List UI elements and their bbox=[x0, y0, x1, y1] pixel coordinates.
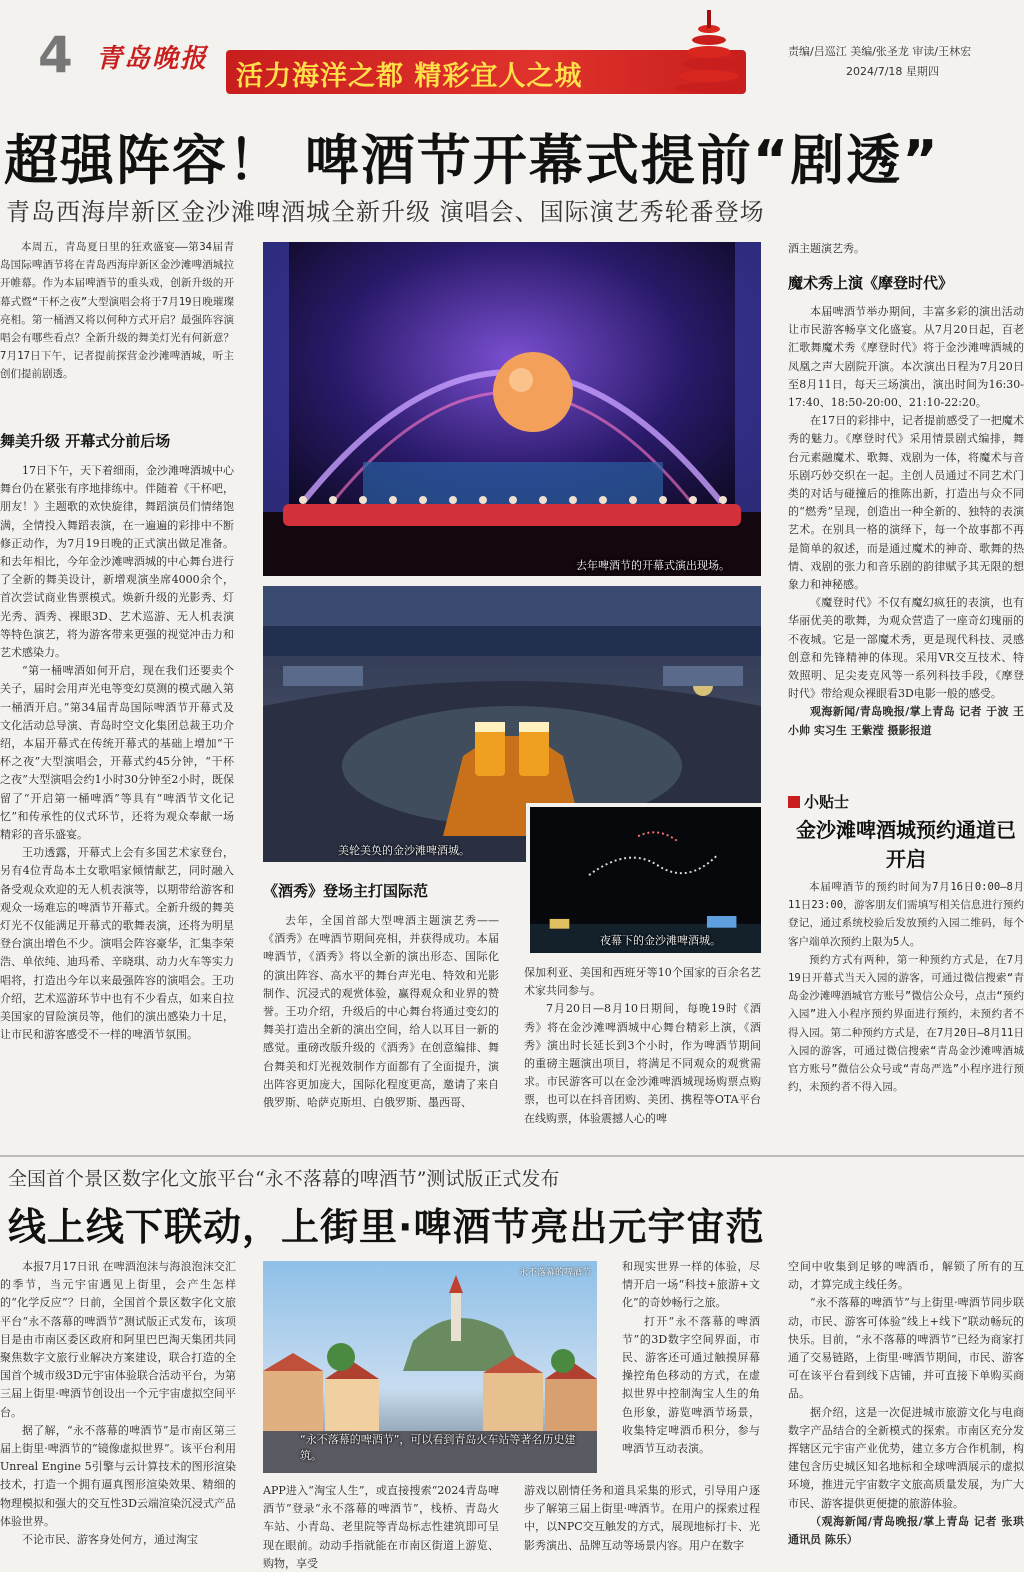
paragraph: 据介绍，这是一次促进城市旅游文化与电商数字产品结合的全新模式的探索。市南区充分发挥辖区元宇宙产业优势，建立多方合作机制，构建包含历史城区知名地标和全球啤酒展示的虚拟环境，推进元宇宙数字文旅高质量发展，为广大市民、游客提供更便捷的旅游体验。 bbox=[788, 1405, 1024, 1510]
night-drone-photo bbox=[526, 803, 761, 953]
stage-photo bbox=[263, 242, 761, 576]
paragraph: 王功透露，开幕式上会有多国艺术家登台，另有4位青岛本土女歌唱家倾情献艺，同时融入备受观众欢迎的无人机表演等，以期带给游客和观众一场难忘的啤酒节开幕式。全新升级的舞美灯光不仅能满足开幕式的歌舞表演，还将为明星登台演出增色不少。演唱会阵容豪华，汇集李荣浩、单依纯、迪玛希、辛晓琪、动力火车等实力唱将，打造出今年以来最强阵容的演唱会。王功介绍，艺术巡游环节中也有不少看点，如来自拉美国家的冒险演员等，他们的演出感染力十足，让市民和游客感受不一样的啤酒节氛围。 bbox=[0, 846, 234, 1042]
article2-col3 bbox=[622, 1258, 760, 1478]
tip-label bbox=[788, 791, 849, 812]
paragraph: 17日下午，天下着细雨，金沙滩啤酒城中心舞台仍在紧张有序地排练中。伴随着《干杯吧，朋友！》主题歌的欢快旋律，舞蹈演员们情绪饱满，全情投入舞蹈表演，在一遍遍的彩排中不断修正动作，为7月19日晚的正式演出做足准备。和去年相比，今年金沙滩啤酒城的中心舞台进行了全新的舞美设计，新增观演坐席4000余个，首次尝试商业售票模式。焕新升级的光影秀、灯光秀、酒秀、裸眼3D、艺术巡游、无人机表演等特色演艺，将为游客带来更强的视觉冲击力和艺术感染力。 bbox=[0, 464, 234, 660]
article2-col3-under bbox=[524, 1482, 760, 1572]
article2-subhead: 全国首个景区数字化文旅平台“永不落幕的啤酒节”测试版正式发布 bbox=[8, 1168, 560, 1190]
byline: （观海新闻/青岛晚报/掌上青岛 记者 张珙 通讯员 陈乐） bbox=[788, 1514, 1024, 1547]
paragraph: 《魔登时代》不仅有魔幻疯狂的表演，也有华丽优美的歌舞，为观众营造了一座奇幻瑰丽的不夜城。它是一部魔术秀，更是现代科技、灵感创意和先锋精神的体现。采用VR交互技术、特效照明、足尖麦克风等一系列科技手段，《摩登时代》带给观众裸眼看3D电影一般的感受。 bbox=[788, 596, 1024, 701]
paragraph: 打开“永不落幕的啤酒节”的3D数字空间界面，市民、游客还可通过触摸屏幕操控角色移动的方式，在虚拟世界中控制淘宝人生的角色形象，游览啤酒节场景，收集特定啤酒币积分，参与啤酒节互动表演。 bbox=[622, 1314, 760, 1456]
paragraph: 预约方式有两种，第一种预约方式是，在7月19日开幕式当天入园的游客，可通过微信搜索“青岛金沙滩啤酒城官方账号”微信公众号，点击“预约入园”进入小程序预约界面进行预约，未预约者不得入园。第二种预约方式是，在7月20日—8月11日入园的游客，可通过微信搜索“青岛金沙滩啤酒城官方账号”微信公众号或“青岛严选”小程序进行预约，未预约者不得入园。 bbox=[788, 953, 1024, 1094]
paragraph-continued: APP进入“淘宝人生”，或直接搜索“2024青岛啤酒节”登录“永不落幕的啤酒节”，栈桥、青岛火车站、小青岛、老里院等青岛标志性建筑即可呈现在眼前。动动手指就能在市南区街道上游览、购物，享受 bbox=[263, 1484, 499, 1570]
night-drone-caption: 夜幕下的金沙滩啤酒城。 bbox=[600, 934, 721, 947]
section-divider bbox=[0, 1155, 1024, 1157]
editor-credits bbox=[788, 42, 971, 82]
paragraph: “永不落幕的啤酒节”与上街里·啤酒节同步联动，市民、游客可体验“线上+线下”联动畅玩的快乐。目前，“永不落幕的啤酒节”已经为商家打通了交易链路，上街里·啤酒节期间，市民、游客可在该平台看到线下店铺，并可直接下单购买商品。 bbox=[788, 1296, 1024, 1401]
paragraph: 本届啤酒节举办期间，丰富多彩的演出活动让市民游客畅享文化盛宴。从7月20日起，百老汇歌舞魔术秀《摩登时代》将于金沙滩啤酒城的凤凰之声大剧院开演。本次演出日程为7月20日至8月11日，每天三场演出，演出时间为16:30-17:40、18:50-20:00、21:10-22:20。 bbox=[788, 305, 1024, 410]
main-subhead: 青岛西海岸新区金沙滩啤酒城全新升级 演唱会、国际演艺秀轮番登场 bbox=[6, 198, 765, 226]
section2-title: 《酒秀》登场主打国际范 bbox=[263, 882, 429, 900]
article1-col1 bbox=[0, 462, 234, 1142]
page-number: 4 bbox=[38, 26, 73, 84]
paragraph: 本报7月17日讯 在啤酒泡沫与海浪泡沫交汇的季节，当元宇宙遇见上街里，会产生怎样的“化学反应”？日前，全国首个景区数字化文旅平台“永不落幕的啤酒节”测试版正式发布，该项目是由市南区委区政府和阿里巴巴淘天集团共同聚焦数字文旅行业解决方案建设，联合打造的全国首个城市级3D元宇宙体验联合活动平台，为第三届上街里·啤酒节创设出一个元宇宙虚拟空间平台。 bbox=[0, 1260, 236, 1419]
paragraph: 去年，全国首部大型啤酒主题演艺秀——《酒秀》在啤酒节期间亮相，并获得成功。本届啤酒节，《酒秀》将以全新的演出形态、国际化的演出阵容、高水平的舞台声光电、特效和光影制作、沉浸式的观赏体验，赢得观众和业界的赞誉。王功介绍，升级后的中心舞台将通过变幻的舞美打造出全新的演出空间，给人以耳目一新的感觉。重磅改版升级的《酒秀》在创意编排、舞台舞美和灯光视效制作方面都有了全面提升，演出阵容更加庞大，国际化程度更高，邀请了来自俄罗斯、哈萨克斯坦、白俄罗斯、墨西哥、 bbox=[263, 914, 499, 1110]
metaverse-label: 永不落幕的啤酒节 bbox=[518, 1268, 591, 1278]
paper-logo: 青岛晚报 bbox=[96, 44, 209, 74]
paragraph: 据了解，“永不落幕的啤酒节”是市南区第三届上街里·啤酒节的“镜像虚拟世界”。该平台利用Unreal Engine 5引擎与云计算技术的图形渲染技术，打造一个拥有逼真图形渲染效果、精细的物理模拟和强大的交互性3D云端渲染沉浸式产品体验世界。 bbox=[0, 1423, 236, 1528]
paragraph-continued: 保加利亚、美国和西班牙等10个国家的百余名艺术家共同参与。 bbox=[524, 966, 761, 998]
slogan-banner bbox=[226, 50, 746, 94]
issue-date: 2024/7/18 星期四 bbox=[846, 65, 939, 78]
red-square-icon bbox=[788, 796, 800, 808]
article2-headline: 线上线下联动，上街里·啤酒节亮出元宇宙范 bbox=[8, 1205, 765, 1249]
article2-col1 bbox=[0, 1258, 236, 1572]
paragraph-continued: 游戏以剧情任务和道具采集的形式，引导用户逐步了解第三届上街里·啤酒节。在用户的探索过程中，以NPC交互触发的方式，展现地标打卡、光影秀演出、品牌互动等场景内容。用户在数字 bbox=[524, 1484, 760, 1552]
paragraph: “第一桶啤酒如何开启，现在我们还要卖个关子，届时会用声光电等变幻莫测的模式融入第一桶酒开启。”第34届青岛国际啤酒节开幕式及文化活动总导演、青岛时空文化集团总裁王功介绍，本届开幕式在传统开幕式的基础上增加“干杯之夜”大型演唱会，开幕式约45分钟，“干杯之夜”大型演唱会约1小时30分钟至2小时，既保留了“开启第一桶啤酒”等具有“啤酒节文化记忆”和传承性的仪式环节，还将为观众奉献一场精彩的音乐盛宴。 bbox=[0, 664, 234, 842]
paragraph: 本届啤酒节的预约时间为7月16日0:00—8月11日23:00，游客朋友们需填写相关信息进行预约登记，通过系统校验后发放预约入园二维码，每个客户端单次预约上限为5人。 bbox=[788, 881, 1024, 948]
beer-city-caption: 美轮美奂的金沙滩啤酒城。 bbox=[338, 844, 470, 857]
slogan-text: 活力海洋之都 精彩宜人之城 bbox=[236, 61, 583, 92]
tip-body bbox=[788, 878, 1024, 1142]
paragraph: 不论市民、游客身处何方，通过淘宝 bbox=[22, 1533, 198, 1547]
byline: 观海新闻/青岛晚报/掌上青岛 记者 于波 王小帅 实习生 王紫滢 摄影报道 bbox=[788, 705, 1024, 737]
credits-line: 责编/吕巡江 美编/张圣龙 审读/王林宏 bbox=[788, 45, 972, 58]
stage-photo-caption: 去年啤酒节的开幕式演出现场。 bbox=[576, 559, 730, 572]
article1-col2 bbox=[263, 912, 499, 1142]
section1-title: 舞美升级 开幕式分前后场 bbox=[0, 432, 171, 450]
paragraph-continued: 酒主题演艺秀。 bbox=[788, 242, 865, 255]
article2-col2-under bbox=[263, 1482, 499, 1572]
metaverse-caption: “永不落幕的啤酒节”，可以看到青岛火车站等著名历史建筑。 bbox=[300, 1433, 576, 1462]
paragraph: 7月20日—8月10日期间，每晚19时《酒秀》将在金沙滩啤酒城中心舞台精彩上演，《酒秀》演出时长延长到3个小时，作为啤酒节期间的重磅主题演出项目，将满足不同观众的观赏需求。市民游客可以在金沙滩啤酒城现场购票点购票，也可以在抖音团购、美团、携程等OTA平台在线购票，体验震撼人心的啤 bbox=[524, 1002, 761, 1125]
paragraph: 在17日的彩排中，记者提前感受了一把魔术秀的魅力。《摩登时代》采用情景剧式编排，舞台元素融魔术、歌舞、戏剧为一体，将魔术与音乐剧巧妙交织在一起。主创人员通过不同艺术门类的对话与碰撞后的推陈出新，打造出与众不同的“燃秀”呈现，创造出一种全新的、独特的表演艺术。在别具一格的演绎下，每一个故事都不再是简单的叙述，而是通过魔术的神奇、歌舞的热情、戏剧的张力和音乐剧的韵律赋予其无限的想象力和神秘感。 bbox=[788, 414, 1024, 592]
paragraph-continued: 空间中收集到足够的啤酒币，解锁了所有的互动，才算完成主线任务。 bbox=[788, 1260, 1024, 1292]
lead-paragraph: 本周五，青岛夏日里的狂欢盛宴——第34届青岛国际啤酒节将在青岛西海岸新区金沙滩啤酒城拉开帷幕。作为本届啤酒节的重头戏，创新升级的开幕式暨“干杯之夜”大型演唱会将于7月19日晚璀璨亮相。第一桶酒又将以何种方式开启？最强阵容演唱会有哪些看点？全新升级的舞美灯光有何新意？7月17日下午，记者提前探营金沙滩啤酒城，听主创们提前剧透。 bbox=[0, 241, 234, 381]
article1-col4-top bbox=[788, 240, 1024, 262]
masthead bbox=[0, 0, 1024, 110]
main-headline: 超强阵容！ 啤酒节开幕式提前“剧透” bbox=[4, 129, 940, 192]
section3-title: 魔术秀上演《摩登时代》 bbox=[788, 274, 954, 292]
tip-label-text: 小贴士 bbox=[804, 793, 850, 811]
tower-icon bbox=[672, 8, 746, 94]
paragraph-continued: 和现实世界一样的体验，尽情开启一场“科技+旅游+文化”的奇妙畅行之旅。 bbox=[622, 1260, 760, 1310]
article2-col4 bbox=[788, 1258, 1024, 1572]
article1-col4 bbox=[788, 303, 1024, 777]
article1-col3 bbox=[524, 964, 761, 1142]
article1-lead bbox=[0, 238, 234, 406]
tip-headline: 金沙滩啤酒城预约通道已开启 bbox=[796, 818, 1016, 871]
